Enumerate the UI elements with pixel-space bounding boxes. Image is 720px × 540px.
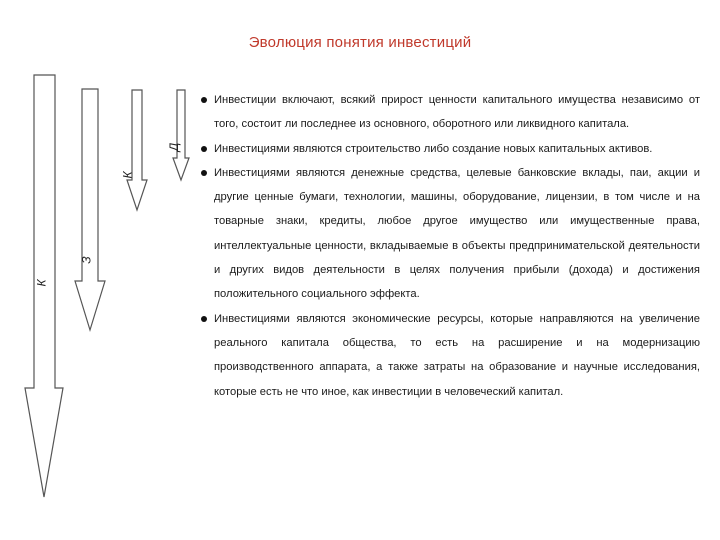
arrow-k-short bbox=[127, 90, 147, 210]
arrow-z bbox=[75, 89, 105, 330]
arrow-label-z: З bbox=[79, 256, 94, 264]
definition-item-1: Инвестиции включают, всякий прирост ценности капитального имущества независимо от того, состоит ли последнее из основного, оборотного или ликвидного капитала. bbox=[200, 88, 700, 137]
arrow-label-k-short: К bbox=[120, 171, 135, 179]
definition-item-2: Инвестициями являются строительство либо создание новых капитальных активов. bbox=[200, 137, 700, 161]
definition-item-4: Инвестициями являются экономические ресурсы, которые направляются на увеличение реального капитала общества, то есть на расширение и на модернизацию производственного аппарата, а также затраты на образование и научные исследования, которые есть не что иное, как инвестиции в человеческий капитал. bbox=[200, 307, 700, 404]
evolution-arrows bbox=[0, 0, 200, 540]
arrow-d bbox=[173, 90, 189, 180]
definitions-list bbox=[200, 88, 700, 404]
arrow-label-k-long: К bbox=[34, 279, 49, 287]
arrow-label-d: Д bbox=[167, 142, 182, 152]
definition-item-3: Инвестициями являются денежные средства, целевые банковские вклады, паи, акции и другие ценные бумаги, технологии, машины, оборудование, лицензии, в том числе и на товарные знаки, кредиты, любое другое имущество или имущественные права, интеллектуальные ценности, вкладываемые в объекты предпринимательской деятельности и других видов деятельности в целях получения прибыли (дохода) и достижения положительного социального эффекта. bbox=[200, 161, 700, 307]
slide-title: Эволюция понятия инвестиций bbox=[248, 34, 472, 51]
